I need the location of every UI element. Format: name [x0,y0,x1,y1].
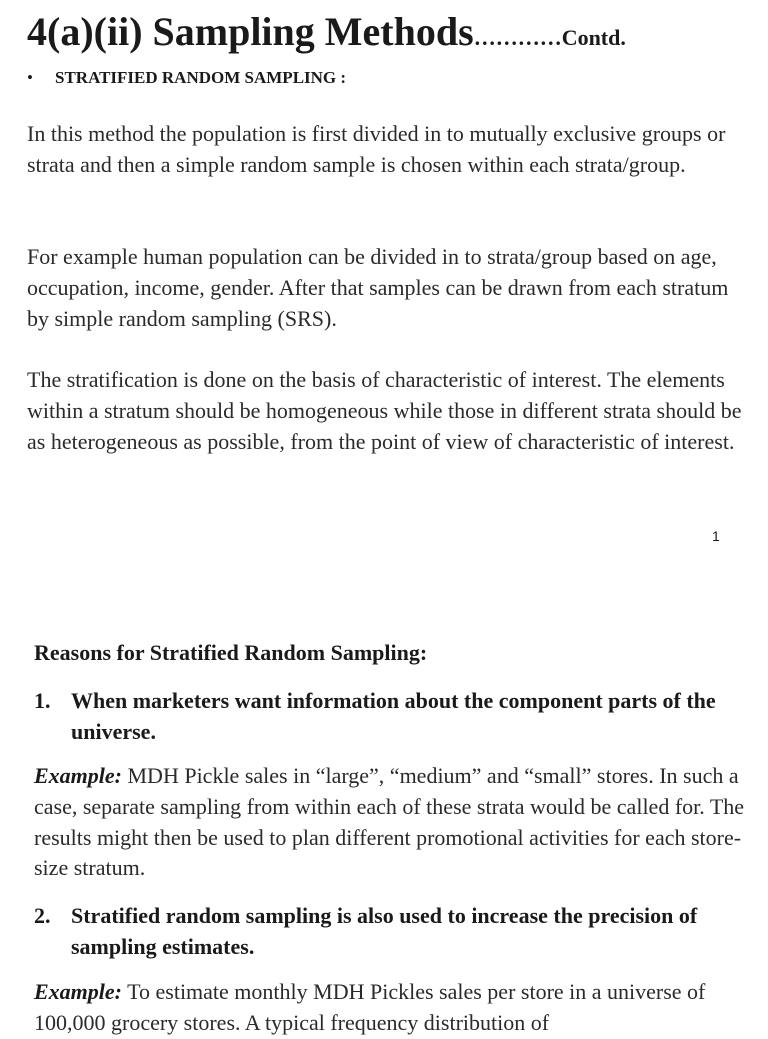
example-label: Example: [34,763,122,788]
paragraph-stratification: The stratification is done on the basis of characteristic of interest. The elements within a stratum should be homogeneous while those in different strata should be as heterogeneous as possible, from the point of view of characteristic of interest. [27,367,742,454]
bullet-heading [27,68,346,88]
title-contd: Contd. [561,25,626,50]
section-heading: Reasons for Stratified Random Sampling: [34,640,428,665]
paragraph-definition: In this method the population is first divided in to mutually exclusive groups or strata and then a simple random sample is chosen within each strata/group. [27,121,726,177]
example-text: To estimate monthly MDH Pickles sales per store in a universe of 100,000 grocery stores. A typical frequency distribution of [34,979,706,1035]
bullet-icon: • [27,68,33,87]
reason-text: When marketers want information about the component parts of the universe. [71,688,716,744]
title-dots: ………… [473,25,562,50]
slide-title [27,6,626,64]
reason-number: 1. [34,688,51,713]
title-main: 4(a)(ii) Sampling Methods [27,9,474,54]
reason-item [34,900,748,962]
example-paragraph [34,977,748,1039]
example-paragraph [34,761,748,884]
example-text: MDH Pickle sales in “large”, “medium” and “small” stores. In such a case, separate sampling from within each of these strata would be called for. The results might then be used to plan different promotional activities for each store-size stratum. [34,763,745,881]
reason-text: Stratified random sampling is also used to increase the precision of sampling estimates. [71,903,698,959]
example-label: Example: [34,979,122,1004]
page-number: 1 [712,528,720,544]
bullet-label: STRATIFIED RANDOM SAMPLING : [55,68,347,87]
reason-number: 2. [34,903,51,928]
paragraph-example: For example human population can be divided in to strata/group based on age, occupation, income, gender. After that samples can be drawn from each stratum by simple random sampling (SRS). [27,244,729,331]
reason-item [34,685,748,747]
